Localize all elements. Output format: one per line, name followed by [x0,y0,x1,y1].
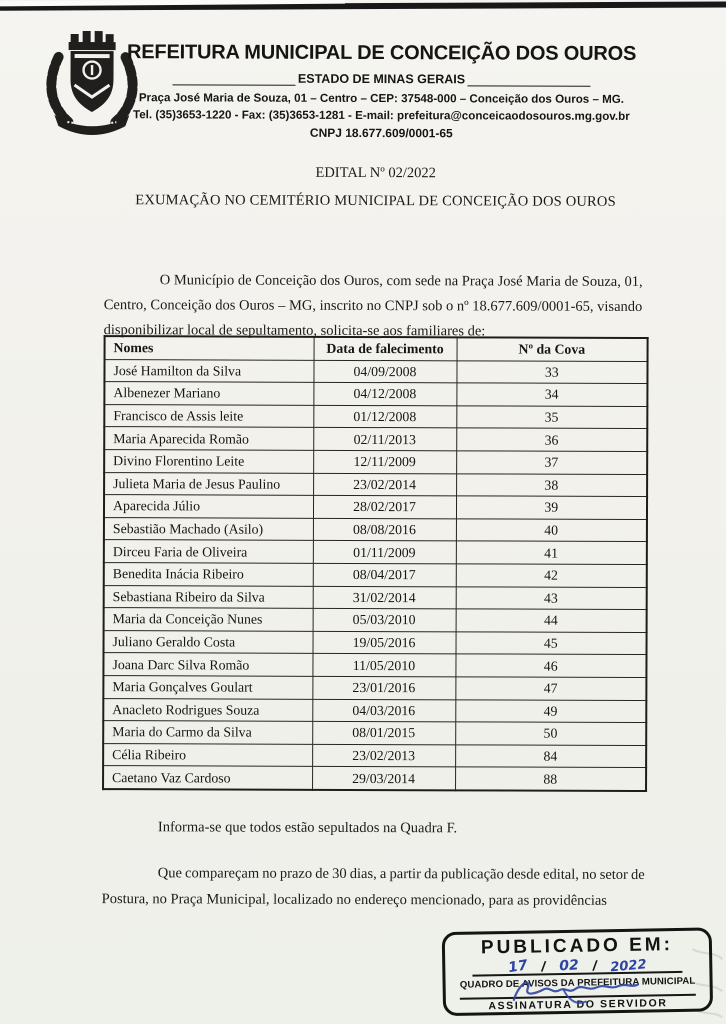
table-body [103,359,647,791]
cell-name: Maria da Conceição Nunes [104,608,313,631]
table-row [104,359,647,383]
cell-grave-number: 84 [455,745,646,768]
cell-name: Albenezer Mariano [104,382,313,405]
table-row [104,517,647,541]
stamp-board-label: QUADRO DE AVISOS DA PREFEITURA MUNICIPAL [459,975,696,991]
cell-name: Caetano Vaz Cardoso [103,766,312,790]
edital-number: EDITAL Nº 02/2022 [315,164,436,182]
paragraph-line: Que compareçam no prazo de 30 dias, a partir da publicação desde edital, no setor de [157,865,645,883]
cell-grave-number: 40 [456,519,647,542]
state-subtitle: ESTADO DE MINAS GERAIS [297,71,466,87]
note-block [102,819,645,838]
table-row [103,698,646,722]
cell-name: Maria do Carmo da Silva [103,721,312,744]
cell-name: José Hamilton da Silva [104,359,313,382]
table-row [104,585,647,609]
table-row [104,427,647,451]
handwritten-year: 2022 [610,957,648,976]
cell-death-date: 04/09/2008 [313,360,456,383]
cell-death-date: 23/02/2014 [313,473,456,496]
table-row [104,563,647,587]
cell-grave-number: 46 [455,654,646,677]
cell-name: Sebastiana Ribeiro da Silva [104,585,313,608]
cell-death-date: 01/12/2008 [313,405,456,428]
cell-grave-number: 42 [456,564,647,587]
cell-death-date: 02/11/2013 [313,428,456,451]
date-separator: / [592,957,597,974]
table-row [104,404,647,428]
edital-subject: EXUMAÇÃO NO CEMITÉRIO MUNICIPAL DE CONCEIÇÃO DOS OUROS [135,192,616,210]
cell-name: Maria Aparecida Romão [104,427,313,450]
handwritten-day: 17 [506,957,529,977]
date-separator: / [541,958,546,975]
table-row [104,472,647,496]
cell-death-date: 04/03/2016 [312,699,455,722]
exhumation-table-wrap [102,335,649,792]
cell-death-date: 05/03/2010 [313,608,456,631]
cell-death-date: 08/04/2017 [313,563,456,586]
cell-grave-number: 36 [456,428,647,451]
table-row [104,540,647,564]
table-row [104,450,647,474]
closing-paragraph [102,860,645,914]
cell-name: Sebastião Machado (Asilo) [104,517,313,540]
table-row [103,743,646,767]
cell-death-date: 08/01/2015 [312,721,455,744]
cell-name: Anacleto Rodrigues Souza [103,698,312,721]
cell-grave-number: 38 [456,473,647,496]
cell-grave-number: 37 [456,451,647,474]
cell-death-date: 19/05/2016 [313,631,456,654]
cell-death-date: 11/05/2010 [312,654,455,677]
cell-death-date: 04/12/2008 [313,383,456,406]
table-row [103,653,646,677]
stamp-signature-label: ASSINATURA DO SERVIDOR [488,997,668,1013]
cell-death-date: 08/08/2016 [313,518,456,541]
col-header-death-date: Data de falecimento [314,337,457,361]
cell-grave-number: 49 [455,699,646,722]
cell-grave-number: 43 [456,586,647,609]
cell-name: Francisco de Assis leite [104,404,313,427]
cell-grave-number: 34 [456,383,647,406]
paragraph-line: disponibilizar local de sepultamento, solicita-se aos familiares de: [103,322,486,340]
cell-name: Aparecida Júlio [104,495,313,518]
handwritten-signature [505,972,646,1010]
table-row [103,676,646,700]
cell-death-date: 28/02/2017 [313,495,456,518]
cell-grave-number: 47 [455,677,646,700]
letterhead [101,41,661,141]
cell-death-date: 29/03/2014 [312,767,455,791]
table-row [104,495,647,519]
table-row [103,721,646,745]
cnpj-line: CNPJ 18.677.609/0001-65 [309,125,453,141]
stamp-title: PUBLICADO EM: [480,934,674,959]
table-row [104,382,647,406]
subtitle-right-rule [467,73,590,86]
cell-death-date: 12/11/2009 [313,450,456,473]
cell-death-date: 23/02/2013 [312,744,455,767]
intro-paragraph [104,268,647,345]
cell-name: Benedita Inácia Ribeiro [104,563,313,586]
col-header-grave-number: Nº da Cova [457,337,648,361]
table-row [104,608,647,632]
cell-death-date: 31/02/2014 [313,586,456,609]
col-header-names: Nomes [105,336,314,360]
table-header-row [105,336,648,361]
paragraph-line: Postura, no Praça Municipal, localizado no endereço mencionado, para as providências [101,891,607,909]
paragraph-line: Centro, Conceição dos Ouros – MG, inscrito no CNPJ sob o nº 18.677.609/0001-65, visando [103,297,643,315]
cell-grave-number: 88 [455,767,646,791]
cell-name: Maria Gonçalves Goulart [103,676,312,699]
municipality-title: REFEITURA MUNICIPAL DE CONCEIÇÃO DOS OUROS [127,41,637,65]
publication-stamp [442,927,713,1016]
cell-name: Dirceu Faria de Oliveira [104,540,313,563]
cell-grave-number: 45 [456,632,647,655]
table-row [103,766,646,791]
cell-grave-number: 33 [456,360,647,383]
cell-grave-number: 44 [456,609,647,632]
handwritten-month: 02 [558,957,580,975]
cell-death-date: 01/11/2009 [313,541,456,564]
document-body [104,160,648,345]
cell-name: Joana Darc Silva Romão [103,653,312,676]
exhumation-table [102,335,649,792]
cell-name: Juliano Geraldo Costa [104,630,313,653]
address-line: Praça José Maria de Souza, 01 – Centro – CEP: 37548-000 – Conceição dos Ouros – MG. [138,91,625,106]
state-subtitle-row [101,71,661,87]
paragraph-line: O Município de Conceição dos Ouros, com sede na Praça José Maria de Souza, 01, [159,272,643,290]
table-row [104,630,647,654]
cell-grave-number: 39 [456,496,647,519]
note-line: Informa-se que todos estão sepultados na Quadra F. [157,819,458,837]
cell-name: Célia Ribeiro [103,743,312,766]
subtitle-left-rule [173,72,296,85]
cell-name: Julieta Maria de Jesus Paulino [104,472,313,495]
cell-grave-number: 35 [456,406,647,429]
cell-grave-number: 50 [455,722,646,745]
cell-death-date: 23/01/2016 [312,676,455,699]
cell-grave-number: 41 [456,541,647,564]
contact-line: Tel. (35)3653-1220 - Fax: (35)3653-1281 - E-mail: prefeitura@conceicaodosouros.mg.gov.br [133,108,630,123]
cell-name: Divino Florentino Leite [104,450,313,473]
